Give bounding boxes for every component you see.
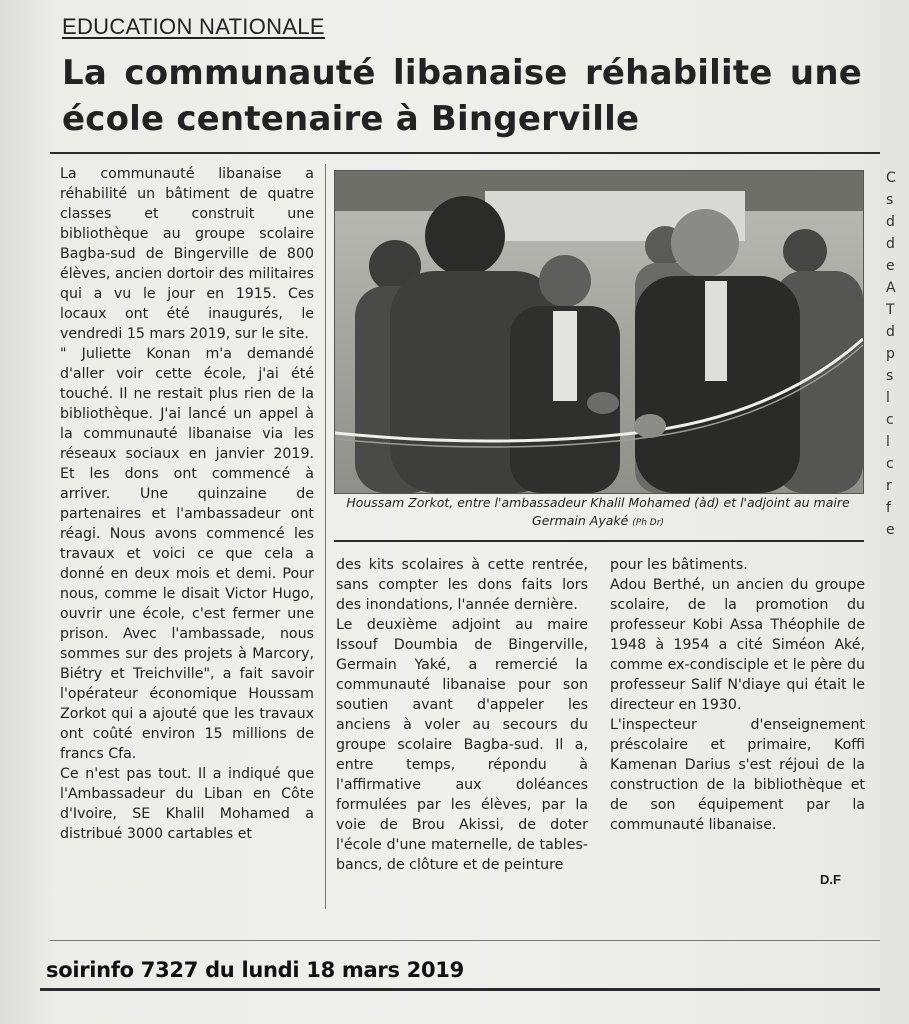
paragraph: des kits scolaires à cette rentrée, sans compter les dons faits lors des inondations, l'année dernière.: [336, 557, 588, 613]
adjacent-column-letter: d: [886, 214, 895, 230]
adjacent-column-letter: l: [886, 390, 890, 406]
adjacent-column-letter: e: [886, 258, 895, 274]
adjacent-column-letter: r: [886, 478, 892, 494]
article-column-3: [610, 555, 865, 835]
adjacent-column-letter: T: [886, 302, 895, 318]
paragraph: L'inspecteur d'enseignement préscolaire et primaire, Koffi Kamenan Darius s'est réjoui de la construction de la bibliothèque et de son équipement par la communauté libanaise.: [610, 717, 865, 833]
adjacent-column-letter: p: [886, 346, 895, 362]
section-rubric: EDUCATION NATIONALE: [62, 14, 325, 39]
adjacent-page-strip: [880, 0, 909, 1024]
paragraph: La communauté libanaise a réhabilité un bâtiment de quatre classes et construit une bibliothèque au groupe scolaire Bagba-sud de Bingerville de 800 élèves, ancien dortoir des militaires qui a vu le jour en 1915. Ces locaux ont été inaugurés, le vendredi 15 mars 2019, sur le site.: [60, 166, 314, 342]
article-photo: [334, 170, 864, 494]
paragraph: Le deuxième adjoint au maire Issouf Doumbia de Bingerville, Germain Yaké, a remercié la communauté libanaise pour son soutien avant d'appeler les anciens à voler au secours du groupe scolaire Bagba-sud. Il a, entre temps, répondu à l'affirmative aux doléances formulées par les élèves, par la voie de Brou Akissi, de doter l'école d'une maternelle, de tables-bancs, de clôture et de peinture: [336, 617, 588, 873]
adjacent-column-letter: d: [886, 236, 895, 252]
photo-rule: [334, 540, 864, 542]
paragraph: " Juliette Konan m'a demandé d'aller voir cette école, j'ai été touché. Il ne restait plus rien de la bibliothèque. J'ai lancé un appel à la communauté libanaise via les réseaux sociaux en janvier 2019. Et les dons ont commencé à arriver. Une quinzaine de partenaires et l'ambassadeur ont réagi. Nous avons commencé les travaux et voici ce que cela a donné en deux mois et demi. Pour nous, comme le disait Victor Hugo, ouvrir une école, c'est fermer une prison. Avec l'ambassade, nous sommes sur des projets à Marcory, Biétry et Treichville", a fait savoir l'opérateur économique Houssam Zorkot qui a ajouté que les travaux ont coûté environ 15 millions de francs Cfa.: [60, 346, 314, 762]
photo-credit: (Ph Dr): [632, 518, 664, 528]
paragraph: Adou Berthé, un ancien du groupe scolaire, de la promotion du professeur Kobi Assa Théophile de 1948 à 1954 a cité Siméon Aké, comme ex-condisciple et le père du professeur Salif N'diaye qui était le directeur en 1930.: [610, 577, 865, 713]
article-column-2: [336, 555, 588, 875]
adjacent-column-letter: l: [886, 434, 890, 450]
footer-rule: [40, 988, 882, 991]
article-column-1: [60, 164, 314, 844]
article-headline: [62, 50, 862, 142]
adjacent-column-letter: e: [886, 522, 895, 538]
author-signature: D.F: [820, 872, 841, 887]
adjacent-column-letter: C: [886, 170, 896, 186]
adjacent-column-letter: s: [886, 368, 894, 384]
headline-line-1: La communauté libanaise réhabilite une: [62, 53, 862, 93]
ribbon-cutting-photo: [335, 171, 863, 493]
caption-text: Houssam Zorkot, entre l'ambassadeur Khalil Mohamed (àd) et l'adjoint au maire Germain Ayaké: [346, 495, 850, 528]
adjacent-column-letter: c: [886, 456, 894, 472]
footer-rule-top: [50, 940, 882, 941]
headline-rule: [50, 152, 882, 154]
column-divider-1: [325, 164, 326, 909]
headline-line-2: école centenaire à Bingerville: [62, 99, 640, 139]
adjacent-column-letter: d: [886, 324, 895, 340]
paragraph: pour les bâtiments.: [610, 557, 748, 573]
adjacent-column-letter: c: [886, 412, 894, 428]
adjacent-column-letter: f: [886, 500, 891, 516]
page-footer: soirinfo 7327 du lundi 18 mars 2019: [46, 958, 464, 982]
photo-caption: [334, 494, 862, 532]
adjacent-column-letter: A: [886, 280, 896, 296]
adjacent-column-letter: s: [886, 192, 894, 208]
paragraph: Ce n'est pas tout. Il a indiqué que l'Ambassadeur du Liban en Côte d'Ivoire, SE Khalil Mohamed a distribué 3000 cartables et: [60, 766, 314, 842]
